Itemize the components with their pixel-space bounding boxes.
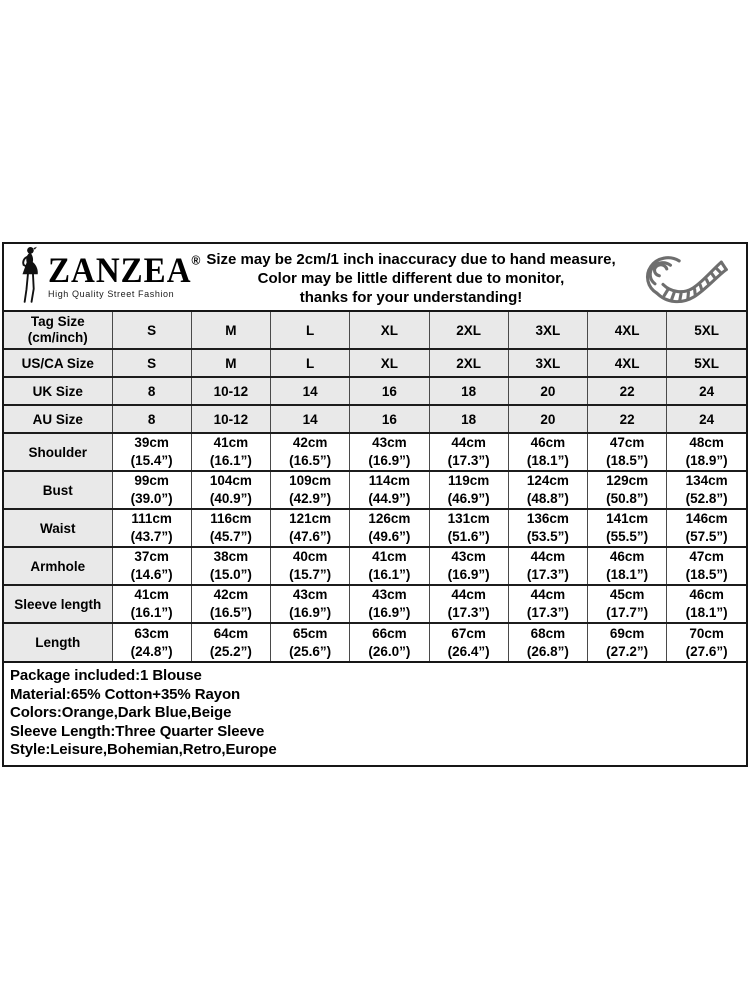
measure-cell: 41cm (16.1”): [191, 433, 270, 471]
size-cell: 18: [429, 377, 508, 405]
size-cell: 3XL: [508, 312, 587, 349]
measure-cell: 44cm (17.3”): [508, 547, 587, 585]
registered-mark: ®: [191, 252, 202, 268]
size-cell: 18: [429, 405, 508, 433]
size-cell: 2XL: [429, 312, 508, 349]
measure-cell: 136cm (53.5”): [508, 509, 587, 547]
row-label: UK Size: [4, 377, 112, 405]
measure-cell: 39cm (15.4”): [112, 433, 191, 471]
measure-cell: 66cm (26.0”): [350, 623, 429, 661]
size-cell: 20: [508, 405, 587, 433]
measure-cell: 141cm (55.5”): [588, 509, 667, 547]
measure-cell: 38cm (15.0”): [191, 547, 270, 585]
measure-cell: 46cm (18.1”): [667, 585, 746, 623]
size-cell: 4XL: [588, 312, 667, 349]
size-cell: 24: [667, 405, 746, 433]
measure-cell: 41cm (16.1”): [112, 585, 191, 623]
measure-cell: 41cm (16.1”): [350, 547, 429, 585]
size-cell: S: [112, 349, 191, 377]
measure-cell: 47cm (18.5”): [667, 547, 746, 585]
table-row-au-size: [4, 405, 746, 433]
size-cell: M: [191, 312, 270, 349]
size-cell: 5XL: [667, 312, 746, 349]
measure-cell: 40cm (15.7”): [271, 547, 350, 585]
product-info-line-style: Style:Leisure,Bohemian,Retro,Europe: [10, 741, 277, 759]
measure-cell: 43cm (16.9”): [350, 433, 429, 471]
disclaimer-line: Size may be 2cm/1 inch inaccuracy due to hand measure,: [206, 250, 616, 268]
measure-cell: 42cm (16.5”): [191, 585, 270, 623]
row-label: Tag Size (cm/inch): [4, 312, 112, 349]
measure-cell: 46cm (18.1”): [588, 547, 667, 585]
row-label: Length: [4, 623, 112, 661]
measure-cell: 70cm (27.6”): [667, 623, 746, 661]
size-cell: L: [271, 349, 350, 377]
size-cell: XL: [350, 349, 429, 377]
brand-tagline: High Quality Street Fashion: [48, 289, 175, 299]
measure-cell: 42cm (16.5”): [271, 433, 350, 471]
measure-cell: 47cm (18.5”): [588, 433, 667, 471]
size-chart-panel: [2, 242, 748, 767]
row-label: Shoulder: [4, 433, 112, 471]
size-cell: S: [112, 312, 191, 349]
table-row-armhole: [4, 547, 746, 585]
size-cell: 14: [271, 405, 350, 433]
table-row-waist: [4, 509, 746, 547]
measure-cell: 134cm (52.8”): [667, 471, 746, 509]
disclaimer-text: [200, 248, 622, 307]
measure-cell: 111cm (43.7”): [112, 509, 191, 547]
measure-cell: 37cm (14.6”): [112, 547, 191, 585]
table-row-sleeve-length: [4, 585, 746, 623]
row-label: Armhole: [4, 547, 112, 585]
size-cell: 22: [588, 377, 667, 405]
measure-cell: 124cm (48.8”): [508, 471, 587, 509]
measure-cell: 44cm (17.3”): [429, 585, 508, 623]
table-row-tag-size: [4, 312, 746, 349]
size-cell: 16: [350, 405, 429, 433]
row-label: AU Size: [4, 405, 112, 433]
brand-name: ZANZEA®: [48, 251, 202, 291]
size-cell: 20: [508, 377, 587, 405]
measure-cell: 67cm (26.4”): [429, 623, 508, 661]
measure-cell: 69cm (27.2”): [588, 623, 667, 661]
disclaimer-line: thanks for your understanding!: [299, 288, 523, 306]
size-cell: 24: [667, 377, 746, 405]
measure-cell: 131cm (51.6”): [429, 509, 508, 547]
size-cell: 8: [112, 377, 191, 405]
disclaimer-line: Color may be little different due to monitor,: [257, 269, 565, 287]
measure-cell: 44cm (17.3”): [508, 585, 587, 623]
size-cell: 22: [588, 405, 667, 433]
measure-cell: 43cm (16.9”): [271, 585, 350, 623]
product-info-line-sleeve: Sleeve Length:Three Quarter Sleeve: [10, 722, 265, 740]
measure-cell: 64cm (25.2”): [191, 623, 270, 661]
size-cell: M: [191, 349, 270, 377]
size-cell: 2XL: [429, 349, 508, 377]
size-cell: L: [271, 312, 350, 349]
size-cell: 10-12: [191, 405, 270, 433]
size-cell: 14: [271, 377, 350, 405]
size-cell: 4XL: [588, 349, 667, 377]
table-row-bust: [4, 471, 746, 509]
size-cell: 5XL: [667, 349, 746, 377]
product-info-line-colors: Colors:Orange,Dark Blue,Beige: [10, 704, 232, 722]
row-label: Waist: [4, 509, 112, 547]
measure-cell: 109cm (42.9”): [271, 471, 350, 509]
measure-cell: 43cm (16.9”): [429, 547, 508, 585]
size-cell: XL: [350, 312, 429, 349]
chart-header: [4, 244, 746, 312]
measure-cell: 119cm (46.9”): [429, 471, 508, 509]
measure-cell: 104cm (40.9”): [191, 471, 270, 509]
product-info: [4, 661, 746, 765]
measure-cell: 121cm (47.6”): [271, 509, 350, 547]
brand-text-block: [48, 251, 202, 299]
fashion-woman-silhouette-icon: [12, 246, 46, 309]
row-label: US/CA Size: [4, 349, 112, 377]
product-info-line-material: Material:65% Cotton+35% Rayon: [10, 685, 241, 703]
size-chart-table: [4, 312, 746, 661]
measure-cell: 129cm (50.8”): [588, 471, 667, 509]
size-cell: 16: [350, 377, 429, 405]
measure-cell: 48cm (18.9”): [667, 433, 746, 471]
measure-cell: 114cm (44.9”): [350, 471, 429, 509]
product-info-line-package: Package included:1 Blouse: [10, 667, 202, 684]
table-row-length: [4, 623, 746, 661]
table-row-uk-size: [4, 377, 746, 405]
size-cell: 8: [112, 405, 191, 433]
table-row-usca-size: [4, 349, 746, 377]
measure-cell: 146cm (57.5”): [667, 509, 746, 547]
table-row-shoulder: [4, 433, 746, 471]
measure-cell: 63cm (24.8”): [112, 623, 191, 661]
measuring-tape-icon: [622, 246, 740, 308]
measure-cell: 126cm (49.6”): [350, 509, 429, 547]
size-cell: 3XL: [508, 349, 587, 377]
row-label: Sleeve length: [4, 585, 112, 623]
measure-cell: 44cm (17.3”): [429, 433, 508, 471]
measure-cell: 46cm (18.1”): [508, 433, 587, 471]
measure-cell: 68cm (26.8”): [508, 623, 587, 661]
measure-cell: 65cm (25.6”): [271, 623, 350, 661]
row-label: Bust: [4, 471, 112, 509]
brand-logo: [4, 246, 200, 309]
measure-cell: 43cm (16.9”): [350, 585, 429, 623]
size-cell: 10-12: [191, 377, 270, 405]
measure-cell: 45cm (17.7”): [588, 585, 667, 623]
measure-cell: 99cm (39.0”): [112, 471, 191, 509]
measure-cell: 116cm (45.7”): [191, 509, 270, 547]
